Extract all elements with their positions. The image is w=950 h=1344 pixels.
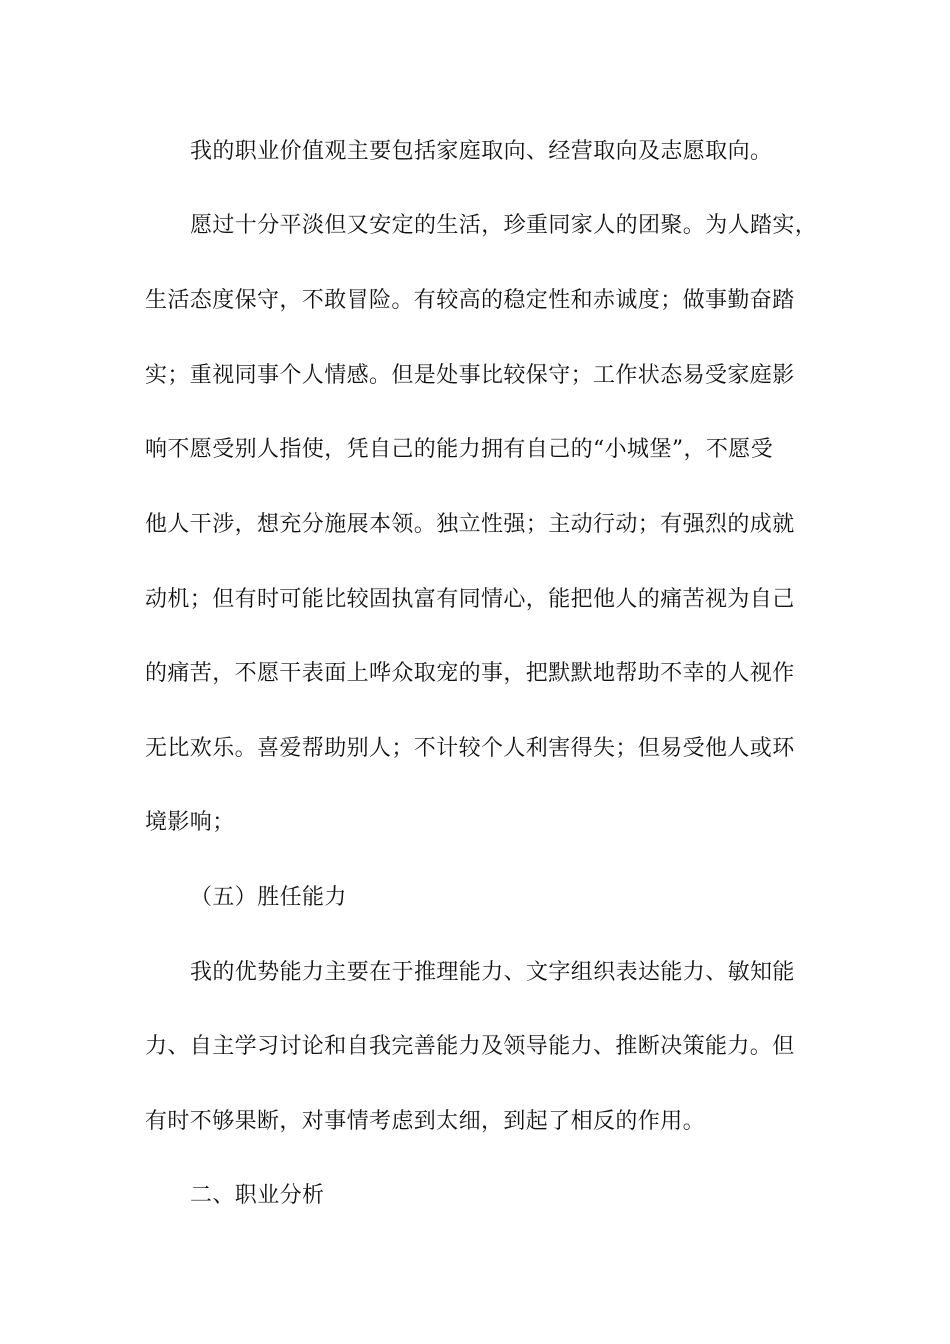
paragraph-line: 动机；但有时可能比较固执富有同情心，能把他人的痛苦视为自己 xyxy=(145,587,795,612)
paragraph-line: 我的职业价值观主要包括家庭取向、经营取向及志愿取向。 xyxy=(190,139,773,164)
paragraph-line: 无比欢乐。喜爱帮助别人；不计较个人利害得失；但易受他人或环 xyxy=(145,736,795,761)
paragraph-line: 实；重视同事个人情感。但是处事比较保守；工作状态易受家庭影 xyxy=(145,363,795,388)
paragraph-line: 力、自主学习讨论和自我完善能力及领导能力、推断决策能力。但 xyxy=(145,1034,795,1059)
paragraph-line: 我的优势能力主要在于推理能力、文字组织表达能力、敏知能 xyxy=(190,960,795,985)
paragraph-line: 生活态度保守，不敢冒险。有较高的稳定性和赤诚度；做事勤奋踏 xyxy=(145,288,795,313)
paragraph-line: 愿过十分平淡但又安定的生活，珍重同家人的团聚。为人踏实， xyxy=(190,213,818,238)
paragraph-line: 有时不够果断，对事情考虑到太细，到起了相反的作用。 xyxy=(145,1109,706,1134)
paragraph-line: 响不愿受别人指使，凭自己的能力拥有自己的“小城堡”，不愿受 xyxy=(145,437,774,462)
paragraph-line: 他人干涉，想充分施展本领。独立性强；主动行动；有强烈的成就 xyxy=(145,512,795,537)
paragraph-line: 的痛苦，不愿干表面上哗众取宠的事，把默默地帮助不幸的人视作 xyxy=(145,661,795,686)
chapter-heading: 二、职业分析 xyxy=(190,1183,325,1208)
section-heading: （五）胜任能力 xyxy=(190,885,347,910)
paragraph-line: 境影响； xyxy=(145,810,235,835)
